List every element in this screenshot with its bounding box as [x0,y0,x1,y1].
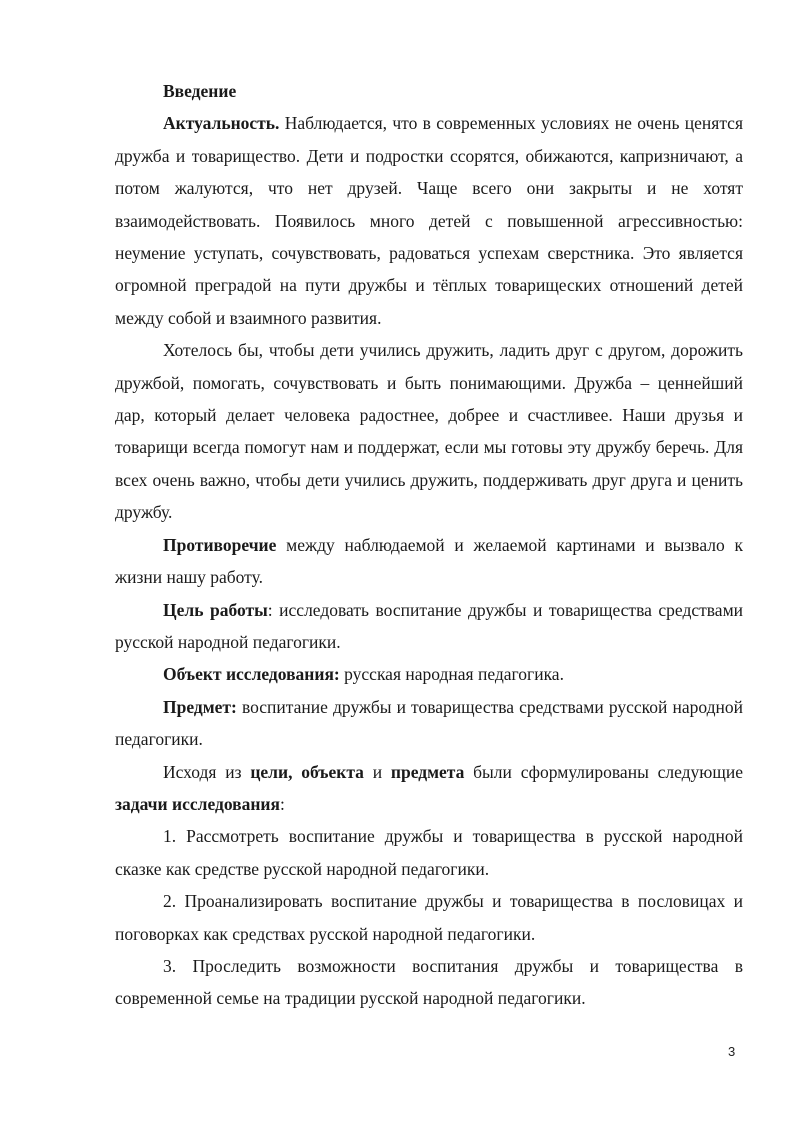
heading-text: Введение [163,81,237,101]
paragraph-wish: Хотелось бы, чтобы дети учились дружить, ладить друг с другом, дорожить дружбой, помогать, сочувствовать и быть понимающими. Дружба – ценнейший дар, который делает человека радостнее, добрее и счастливее. Наши друзья и товарищи всегда помогут нам и поддержат, если мы готовы эту дружбу беречь. Для всех очень важно, чтобы дети учились дружить, поддерживать друг друга и ценить дружбу. [115,340,743,523]
tasks-intro-bold2: предмета [390,761,465,782]
goal-label: Цель работы [163,599,268,620]
paragraph-object [115,658,743,690]
tasks-intro-part4: : [280,793,285,814]
section-heading [115,75,743,107]
paragraph-contradiction [115,529,743,594]
page-number: 3 [728,1044,736,1059]
tasks-intro-bold3: задачи исследования [115,793,280,814]
object-label: Объект исследования: [163,664,340,685]
task-item-3: 3. Проследить возможности воспитания дружбы и товарищества в современной семье на традиции русской народной педагогики. [115,955,743,1009]
tasks-intro-part1: Исходя из [163,761,251,782]
contradiction-text: между наблюдаемой и желаемой картинами и вызвало к жизни нашу работу. [115,534,743,588]
paragraph-goal [115,594,743,659]
paragraph-relevance [115,107,743,334]
contradiction-label: Противоречие [163,534,277,555]
tasks-intro-part2: и [363,761,391,782]
subject-label: Предмет: [163,696,237,717]
paragraph-tasks-intro [115,756,743,821]
relevance-text: Наблюдается, что в современных условиях не очень ценятся дружба и товарищество. Дети и подростки ссорятся, обижаются, капризничают, а потом жалуются, что нет друзей. Чаще всего они закрыты и не хотят взаимодействовать. Появилось много детей с повышенной агрессивностью: неумение уступать, сочувствовать, радоваться успехам сверстника. Это является огромной преградой на пути дружбы и тёплых товарищеских отношений детей между собой и взаимного развития. [115,113,743,328]
tasks-intro-part3: были сформулированы следующие [464,761,743,782]
tasks-intro-bold1: цели, объекта [250,761,364,782]
goal-text: : исследовать воспитание дружбы и товарищества средствами русской народной педагогики. [115,599,744,652]
task-item-1: 1. Рассмотреть воспитание дружбы и товарищества в русской народной сказке как средстве русской народной педагогики. [115,826,743,879]
paragraph-subject [115,691,743,756]
document-body [115,75,743,1015]
object-text: русская народная педагогика. [339,664,564,685]
subject-text: воспитание дружбы и товарищества средствами русской народной педагогики. [115,696,743,750]
relevance-label: Актуальность. [163,113,280,134]
task-item-2: 2. Проанализировать воспитание дружбы и товарищества в пословицах и поговорках как средствах русской народной педагогики. [115,891,743,944]
